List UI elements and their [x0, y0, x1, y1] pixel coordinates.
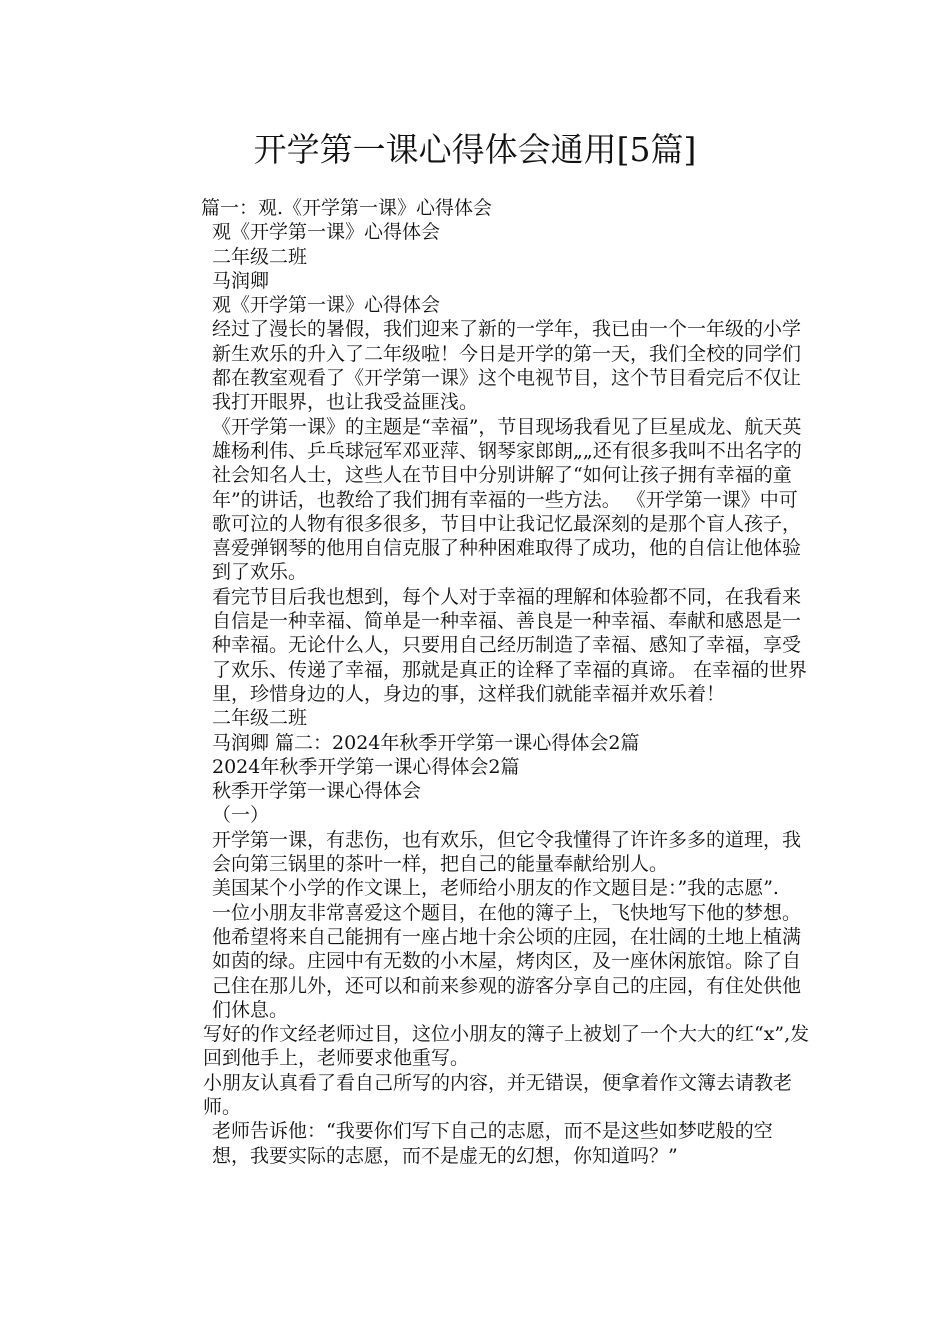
subtitle: 秋季开学第一课心得体会	[212, 780, 422, 803]
subtitle: 观《开学第一课》心得体会	[212, 221, 441, 244]
paragraph: 开学第一课，有悲伤，也有欢乐，但它令我懂得了许许多多的道理，我会向第三锅里的茶叶一样，把自己的能量奉献给别人。	[212, 828, 802, 876]
section-heading-2: 马润卿 篇二：2024年秋季开学第一课心得体会2篇	[212, 731, 640, 754]
author-class: 二年级二班	[212, 707, 308, 730]
paragraph: 经过了漫长的暑假，我们迎来了新的一学年，我已由一个一年级的小学新生欢乐的升入了二年级啦！今日是开学的第一天，我们全校的同学们都在教室观看了《开学第一课》这个电视节目，这个节目看完后不仅让我打开眼界，也让我受益匪浅。	[212, 318, 802, 414]
paragraph: 写好的作文经老师过目，这位小朋友的簿子上被划了一个大大的红“x”,发回到他手上，老师要求他重写。	[203, 1023, 810, 1070]
subtitle: 观《开学第一课》心得体会	[212, 294, 441, 317]
paragraph: 小朋友认真看了看自己所写的内容，并无错误，便拿着作文簿去请教老师。	[203, 1071, 793, 1118]
paragraph: 《开学第一课》的主题是“幸福”，节目现场我看见了巨星成龙、航天英雄杨利伟、乒乓球冠军邓亚萍、钢琴家郎朗„„还有很多我叫不出名字的社会知名人士，这些人在节目中分别讲解了“如何让孩子拥有幸福的童年”的讲话，也教给了我们拥有幸福的一些方法。 《开学第一课》中可歌可泣的人物有很多很多，节目中让我记忆最深刻的是那个盲人孩子，喜爱弹钢琴的他用自信克服了种种困难取得了成功，他的自信让他体验到了欢乐。	[212, 415, 802, 584]
document-body	[145, 196, 810, 1168]
paragraph: 美国某个小学的作文课上，老师给小朋友的作文题目是：”我的志愿”. 一位小朋友非常喜爱这个题目，在他的簿子上，飞快地写下他的梦想。他希望将来自己能拥有一座占地十余公顷的庄园，在壮阔的土地上植满如茵的绿。庄园中有无数的小木屋，烤肉区，及一座休闲旅馆。除了自己住在那儿外，还可以和前来参观的游客分享自己的庄园，有住处供他们休息。	[212, 877, 802, 1021]
author-name: 马润卿	[212, 269, 270, 292]
document-title: 开学第一课心得体会通用[5篇]	[253, 130, 697, 169]
paragraph: 看完节目后我也想到，每个人对于幸福的理解和体验都不同，在我看来自信是一种幸福、简单是一种幸福、善良是一种幸福、奉献和感恩是一种幸福。无论什么人，只要用自己经历制造了幸福、感知了幸福，享受了欢乐、传递了幸福，那就是真正的诠释了幸福的真谛。 在幸福的世界里，珍惜身边的人，身边的事，这样我们就能幸福并欢乐着！	[212, 585, 808, 705]
section-heading-1: 篇一：观.《开学第一课》心得体会	[201, 197, 493, 219]
author-class: 二年级二班	[212, 245, 308, 268]
subtitle: （一）	[212, 804, 270, 827]
subtitle: 2024年秋季开学第一课心得体会2篇	[212, 755, 520, 778]
paragraph: 老师告诉他：“我要你们写下自己的志愿，而不是这些如梦呓般的空想，我要实际的志愿，而不是虚无的幻想，你知道吗？”	[212, 1120, 773, 1167]
